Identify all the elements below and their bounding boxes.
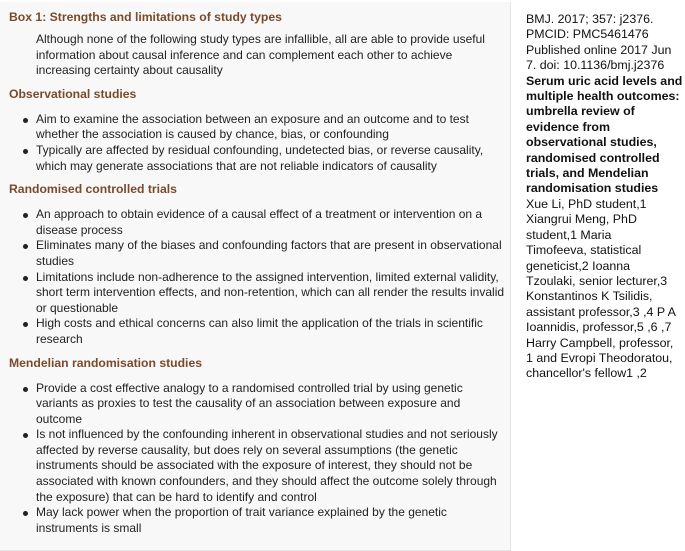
author-line: Timofeeva, statistical bbox=[526, 243, 642, 258]
citation-line: 7. doi: 10.1136/bmj.j2376 bbox=[526, 58, 665, 73]
article-title-line: multiple health outcomes: bbox=[526, 89, 680, 104]
list-item: May lack power when the proportion of trait variance explained by the genetic instruments is small bbox=[36, 505, 506, 536]
author-line: assistant professor,3 ,4 P A bbox=[526, 304, 676, 319]
author-line: student,1 Maria bbox=[526, 227, 612, 242]
citation-line: BMJ. 2017; 357: j2376. bbox=[526, 12, 654, 26]
article-title-line: umbrella review of bbox=[526, 104, 635, 119]
citation-panel bbox=[526, 12, 685, 382]
author-line: geneticist,2 Ioanna bbox=[526, 258, 631, 273]
list-item: Eliminates many of the biases and confounding factors that are present in observational studies bbox=[36, 238, 506, 269]
box-intro: Although none of the following study types are infallible, all are able to provide useful information about causal inference and can complement each other to achieve increasing certainty about causality bbox=[36, 32, 485, 78]
rct-list bbox=[0, 207, 510, 347]
observational-list bbox=[0, 112, 510, 174]
mendelian-list bbox=[0, 381, 510, 537]
author-line: chancellor's fellow1 ,2 bbox=[526, 366, 647, 381]
study-types-box bbox=[0, 2, 511, 551]
list-item: Typically are affected by residual confounding, undetected bias, or reverse causality, which may generate associations that are not reliable indicators of causality bbox=[36, 143, 506, 174]
author-line: Xue Li, PhD student,1 bbox=[526, 196, 647, 211]
section-heading-mendelian: Mendelian randomisation studies bbox=[9, 355, 203, 370]
author-line: Harry Campbell, professor, bbox=[526, 335, 674, 350]
list-item: Aim to examine the association between an exposure and an outcome and to test whether the association is caused by chance, bias, or confounding bbox=[36, 112, 506, 143]
article-title-line: evidence from bbox=[526, 119, 611, 134]
article-title-line: randomised controlled bbox=[526, 150, 660, 165]
article-title-line: Serum uric acid levels and bbox=[526, 73, 683, 88]
article-title-line: randomisation studies bbox=[526, 181, 659, 196]
author-line: Konstantinos K Tsilidis, bbox=[526, 289, 653, 304]
list-item: Limitations include non-adherence to the assigned intervention, limited external validity, short term intervention effects, and non-retention, which can all render the results invalid or questionable bbox=[36, 269, 505, 315]
author-line: Tzoulaki, senior lecturer,3 bbox=[526, 273, 668, 288]
list-item: An approach to obtain evidence of a causal effect of a treatment or intervention on a disease process bbox=[36, 207, 506, 238]
box-title: Box 1: Strengths and limitations of study types bbox=[9, 10, 282, 24]
article-title-line: observational studies, bbox=[526, 135, 657, 150]
section-heading-observational: Observational studies bbox=[9, 86, 137, 101]
citation-line: Published online 2017 Jun bbox=[526, 42, 672, 57]
article-title-line: trials, and Mendelian bbox=[526, 166, 649, 181]
author-line: 1 and Evropi Theodoratou, bbox=[526, 350, 673, 365]
list-item: Is not influenced by the confounding inherent in observational studies and not seriously affected by reverse causality, but does rely on several assumptions (the genetic instruments should be associated with the exposure of interest, they should not be associated with known confounders, and they should affect the outcome solely through the exposure) that can be hard to identify and control bbox=[36, 427, 506, 505]
author-line: Xiangrui Meng, PhD bbox=[526, 212, 637, 227]
list-item: High costs and ethical concerns can also limit the application of the trials in scientific research bbox=[36, 316, 506, 347]
list-item: Provide a cost effective analogy to a randomised controlled trial by using genetic variants as proxies to test the causality of an association between exposure and outcome bbox=[36, 381, 506, 428]
author-line: Ioannidis, professor,5 ,6 ,7 bbox=[526, 320, 672, 335]
citation-line: PMCID: PMC5461476 bbox=[526, 27, 649, 42]
section-heading-rct: Randomised controlled trials bbox=[9, 182, 177, 197]
